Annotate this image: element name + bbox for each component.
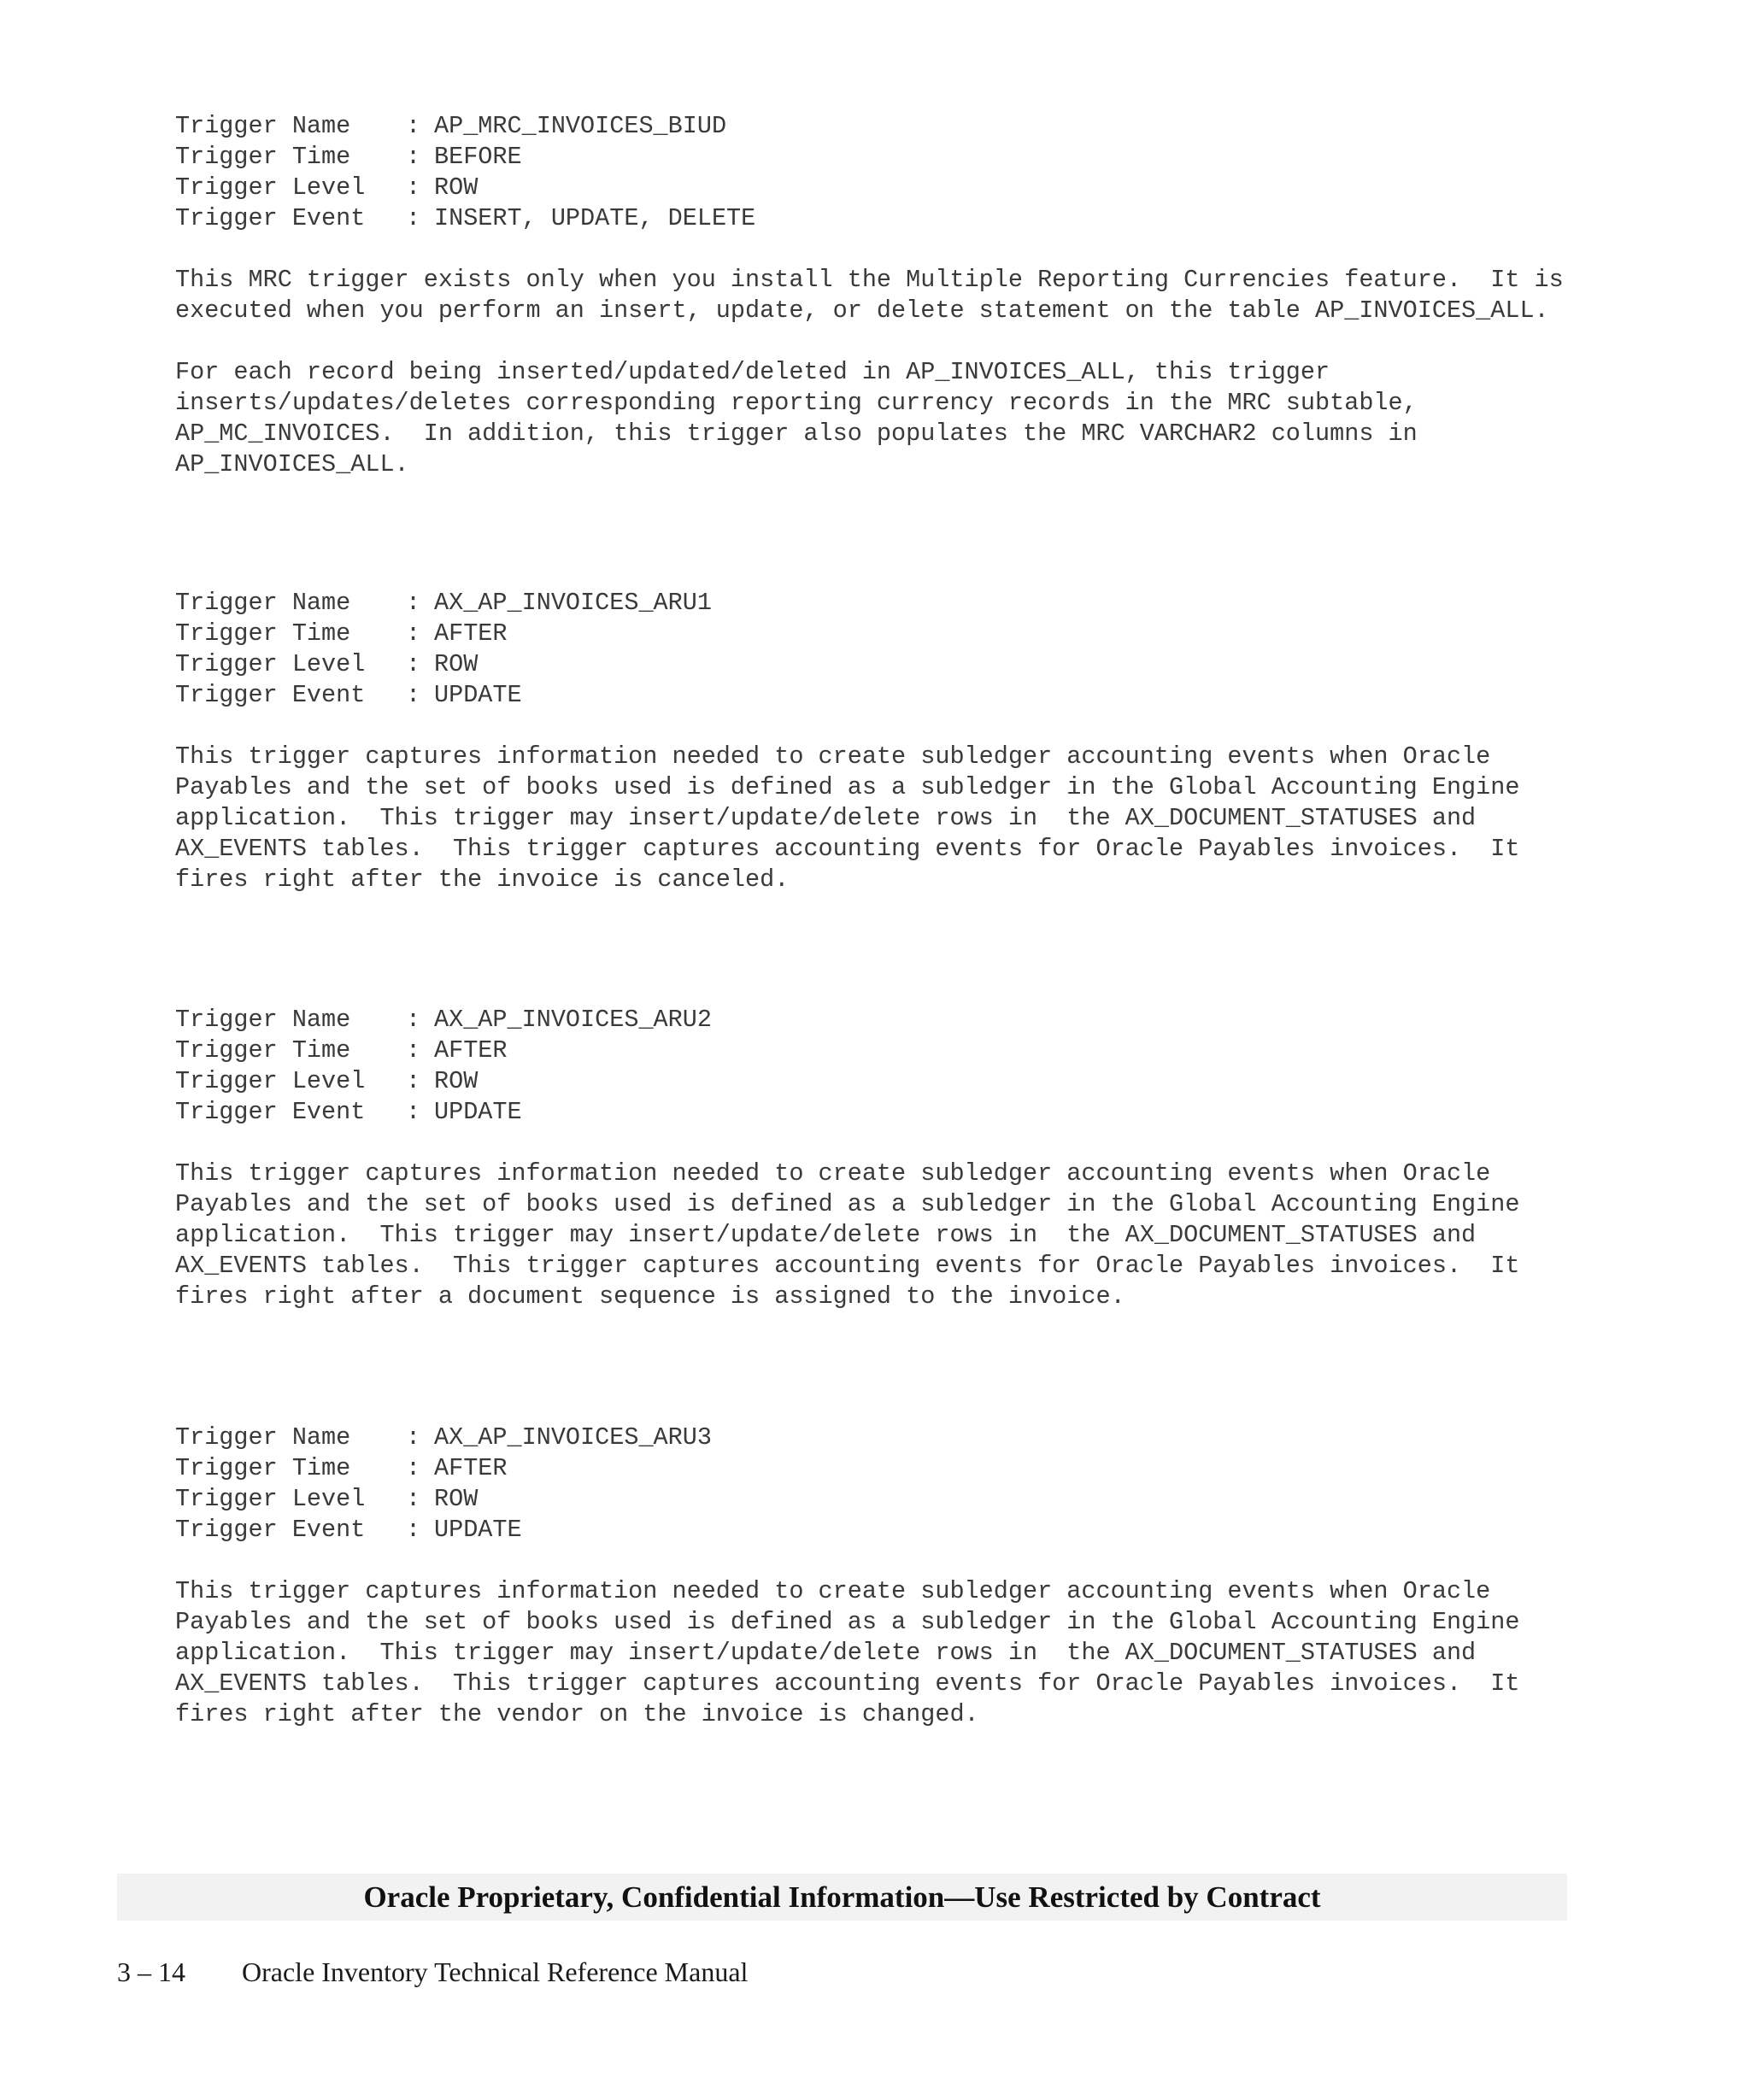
trigger-description-paragraph [175,265,1577,326]
trigger-name-value: AX_AP_INVOICES_ARU3 [434,1423,712,1452]
trigger-level-row [175,1484,1577,1515]
trigger-level-value: ROW [434,173,479,202]
trigger-level-value: ROW [434,650,479,678]
trigger-name-row [175,1005,1577,1035]
page-number: 3 – 14 [117,1956,185,1987]
description-line: application. This trigger may insert/update/delete rows in the AX_DOCUMENT_STATUSES and [175,1639,1477,1667]
description-line: AX_EVENTS tables. This trigger captures accounting events for Oracle Payables invoices. It [175,835,1520,863]
trigger-event-value: INSERT, UPDATE, DELETE [434,204,756,232]
field-separator: : [406,650,421,678]
field-separator: : [406,112,421,140]
field-separator: : [406,173,421,202]
description-line: executed when you perform an insert, update, or delete statement on the table AP_INVOICES_ALL. [175,296,1549,325]
trigger-name-row [175,111,1577,142]
trigger-time-value: AFTER [434,1454,508,1482]
trigger-level-row [175,1066,1577,1097]
trigger-block-ax-ap-invoices-aru1 [175,588,1577,895]
description-line: AP_INVOICES_ALL. [175,450,409,478]
trigger-name-label: Trigger Name [175,1423,351,1452]
trigger-level-label: Trigger Level [175,173,366,202]
trigger-time-row [175,1035,1577,1066]
description-line: fires right after a document sequence is assigned to the invoice. [175,1282,1125,1311]
trigger-time-row [175,1453,1577,1484]
trigger-name-label: Trigger Name [175,112,351,140]
trigger-level-label: Trigger Level [175,1067,366,1095]
field-separator: : [406,1485,421,1513]
trigger-level-value: ROW [434,1067,479,1095]
trigger-description-paragraph [175,1159,1577,1312]
description-line: inserts/updates/deletes corresponding reporting currency records in the MRC subtable, [175,389,1418,417]
trigger-description-paragraph [175,357,1577,480]
trigger-time-value: BEFORE [434,143,522,171]
field-separator: : [406,619,421,648]
description-line: fires right after the invoice is canceled. [175,865,790,894]
description-line: application. This trigger may insert/update/delete rows in the AX_DOCUMENT_STATUSES and [175,1221,1477,1249]
trigger-event-label: Trigger Event [175,204,366,232]
trigger-time-label: Trigger Time [175,1036,351,1065]
description-line: Payables and the set of books used is defined as a subledger in the Global Accounting Engine [175,1608,1520,1636]
page-footer [117,1956,748,1988]
field-separator: : [406,1516,421,1544]
trigger-time-value: AFTER [434,1036,508,1065]
trigger-name-row [175,1422,1577,1453]
trigger-time-label: Trigger Time [175,1454,351,1482]
trigger-event-label: Trigger Event [175,681,366,709]
trigger-level-value: ROW [434,1485,479,1513]
trigger-time-value: AFTER [434,619,508,648]
field-separator: : [406,1036,421,1065]
confidentiality-banner-text: Oracle Proprietary, Confidential Information––Use Restricted by Contract [363,1880,1321,1914]
description-line: application. This trigger may insert/update/delete rows in the AX_DOCUMENT_STATUSES and [175,804,1477,832]
trigger-block-ax-ap-invoices-aru2 [175,1005,1577,1312]
description-line: AX_EVENTS tables. This trigger captures accounting events for Oracle Payables invoices. It [175,1252,1520,1280]
trigger-time-row [175,619,1577,649]
trigger-event-label: Trigger Event [175,1098,366,1126]
trigger-name-label: Trigger Name [175,589,351,617]
description-line: AX_EVENTS tables. This trigger captures accounting events for Oracle Payables invoices. It [175,1669,1520,1698]
trigger-name-row [175,588,1577,619]
manual-title: Oracle Inventory Technical Reference Manual [242,1956,749,1987]
field-separator: : [406,143,421,171]
trigger-time-row [175,142,1577,173]
trigger-name-value: AX_AP_INVOICES_ARU1 [434,589,712,617]
trigger-block-ax-ap-invoices-aru3 [175,1422,1577,1730]
field-separator: : [406,1423,421,1452]
trigger-event-value: UPDATE [434,681,522,709]
description-line: This MRC trigger exists only when you install the Multiple Reporting Currencies feature. It is [175,266,1564,294]
trigger-level-label: Trigger Level [175,1485,366,1513]
trigger-time-label: Trigger Time [175,619,351,648]
description-line: This trigger captures information needed to create subledger accounting events when Oracle [175,742,1491,771]
confidentiality-banner [117,1874,1567,1921]
description-line: Payables and the set of books used is defined as a subledger in the Global Accounting Engine [175,773,1520,801]
trigger-event-label: Trigger Event [175,1516,366,1544]
description-line: AP_MC_INVOICES. In addition, this trigger also populates the MRC VARCHAR2 columns in [175,419,1418,448]
trigger-name-label: Trigger Name [175,1006,351,1034]
description-line: This trigger captures information needed to create subledger accounting events when Oracle [175,1577,1491,1605]
trigger-name-value: AP_MRC_INVOICES_BIUD [434,112,727,140]
trigger-level-row [175,649,1577,680]
description-line: Payables and the set of books used is defined as a subledger in the Global Accounting Engine [175,1190,1520,1218]
trigger-description-paragraph [175,742,1577,895]
trigger-name-value: AX_AP_INVOICES_ARU2 [434,1006,712,1034]
field-separator: : [406,204,421,232]
field-separator: : [406,589,421,617]
description-line: For each record being inserted/updated/deleted in AP_INVOICES_ALL, this trigger [175,358,1330,386]
description-line: This trigger captures information needed to create subledger accounting events when Oracle [175,1159,1491,1188]
field-separator: : [406,1454,421,1482]
trigger-level-row [175,173,1577,203]
description-line: fires right after the vendor on the invoice is changed. [175,1700,979,1728]
field-separator: : [406,681,421,709]
trigger-event-row [175,1097,1577,1128]
trigger-event-value: UPDATE [434,1516,522,1544]
trigger-event-row [175,203,1577,234]
field-separator: : [406,1006,421,1034]
trigger-description-paragraph [175,1576,1577,1730]
field-separator: : [406,1098,421,1126]
trigger-event-row [175,680,1577,711]
trigger-time-label: Trigger Time [175,143,351,171]
field-separator: : [406,1067,421,1095]
trigger-level-label: Trigger Level [175,650,366,678]
trigger-event-value: UPDATE [434,1098,522,1126]
trigger-block-ap-mrc-invoices-biud [175,111,1577,480]
trigger-event-row [175,1515,1577,1546]
